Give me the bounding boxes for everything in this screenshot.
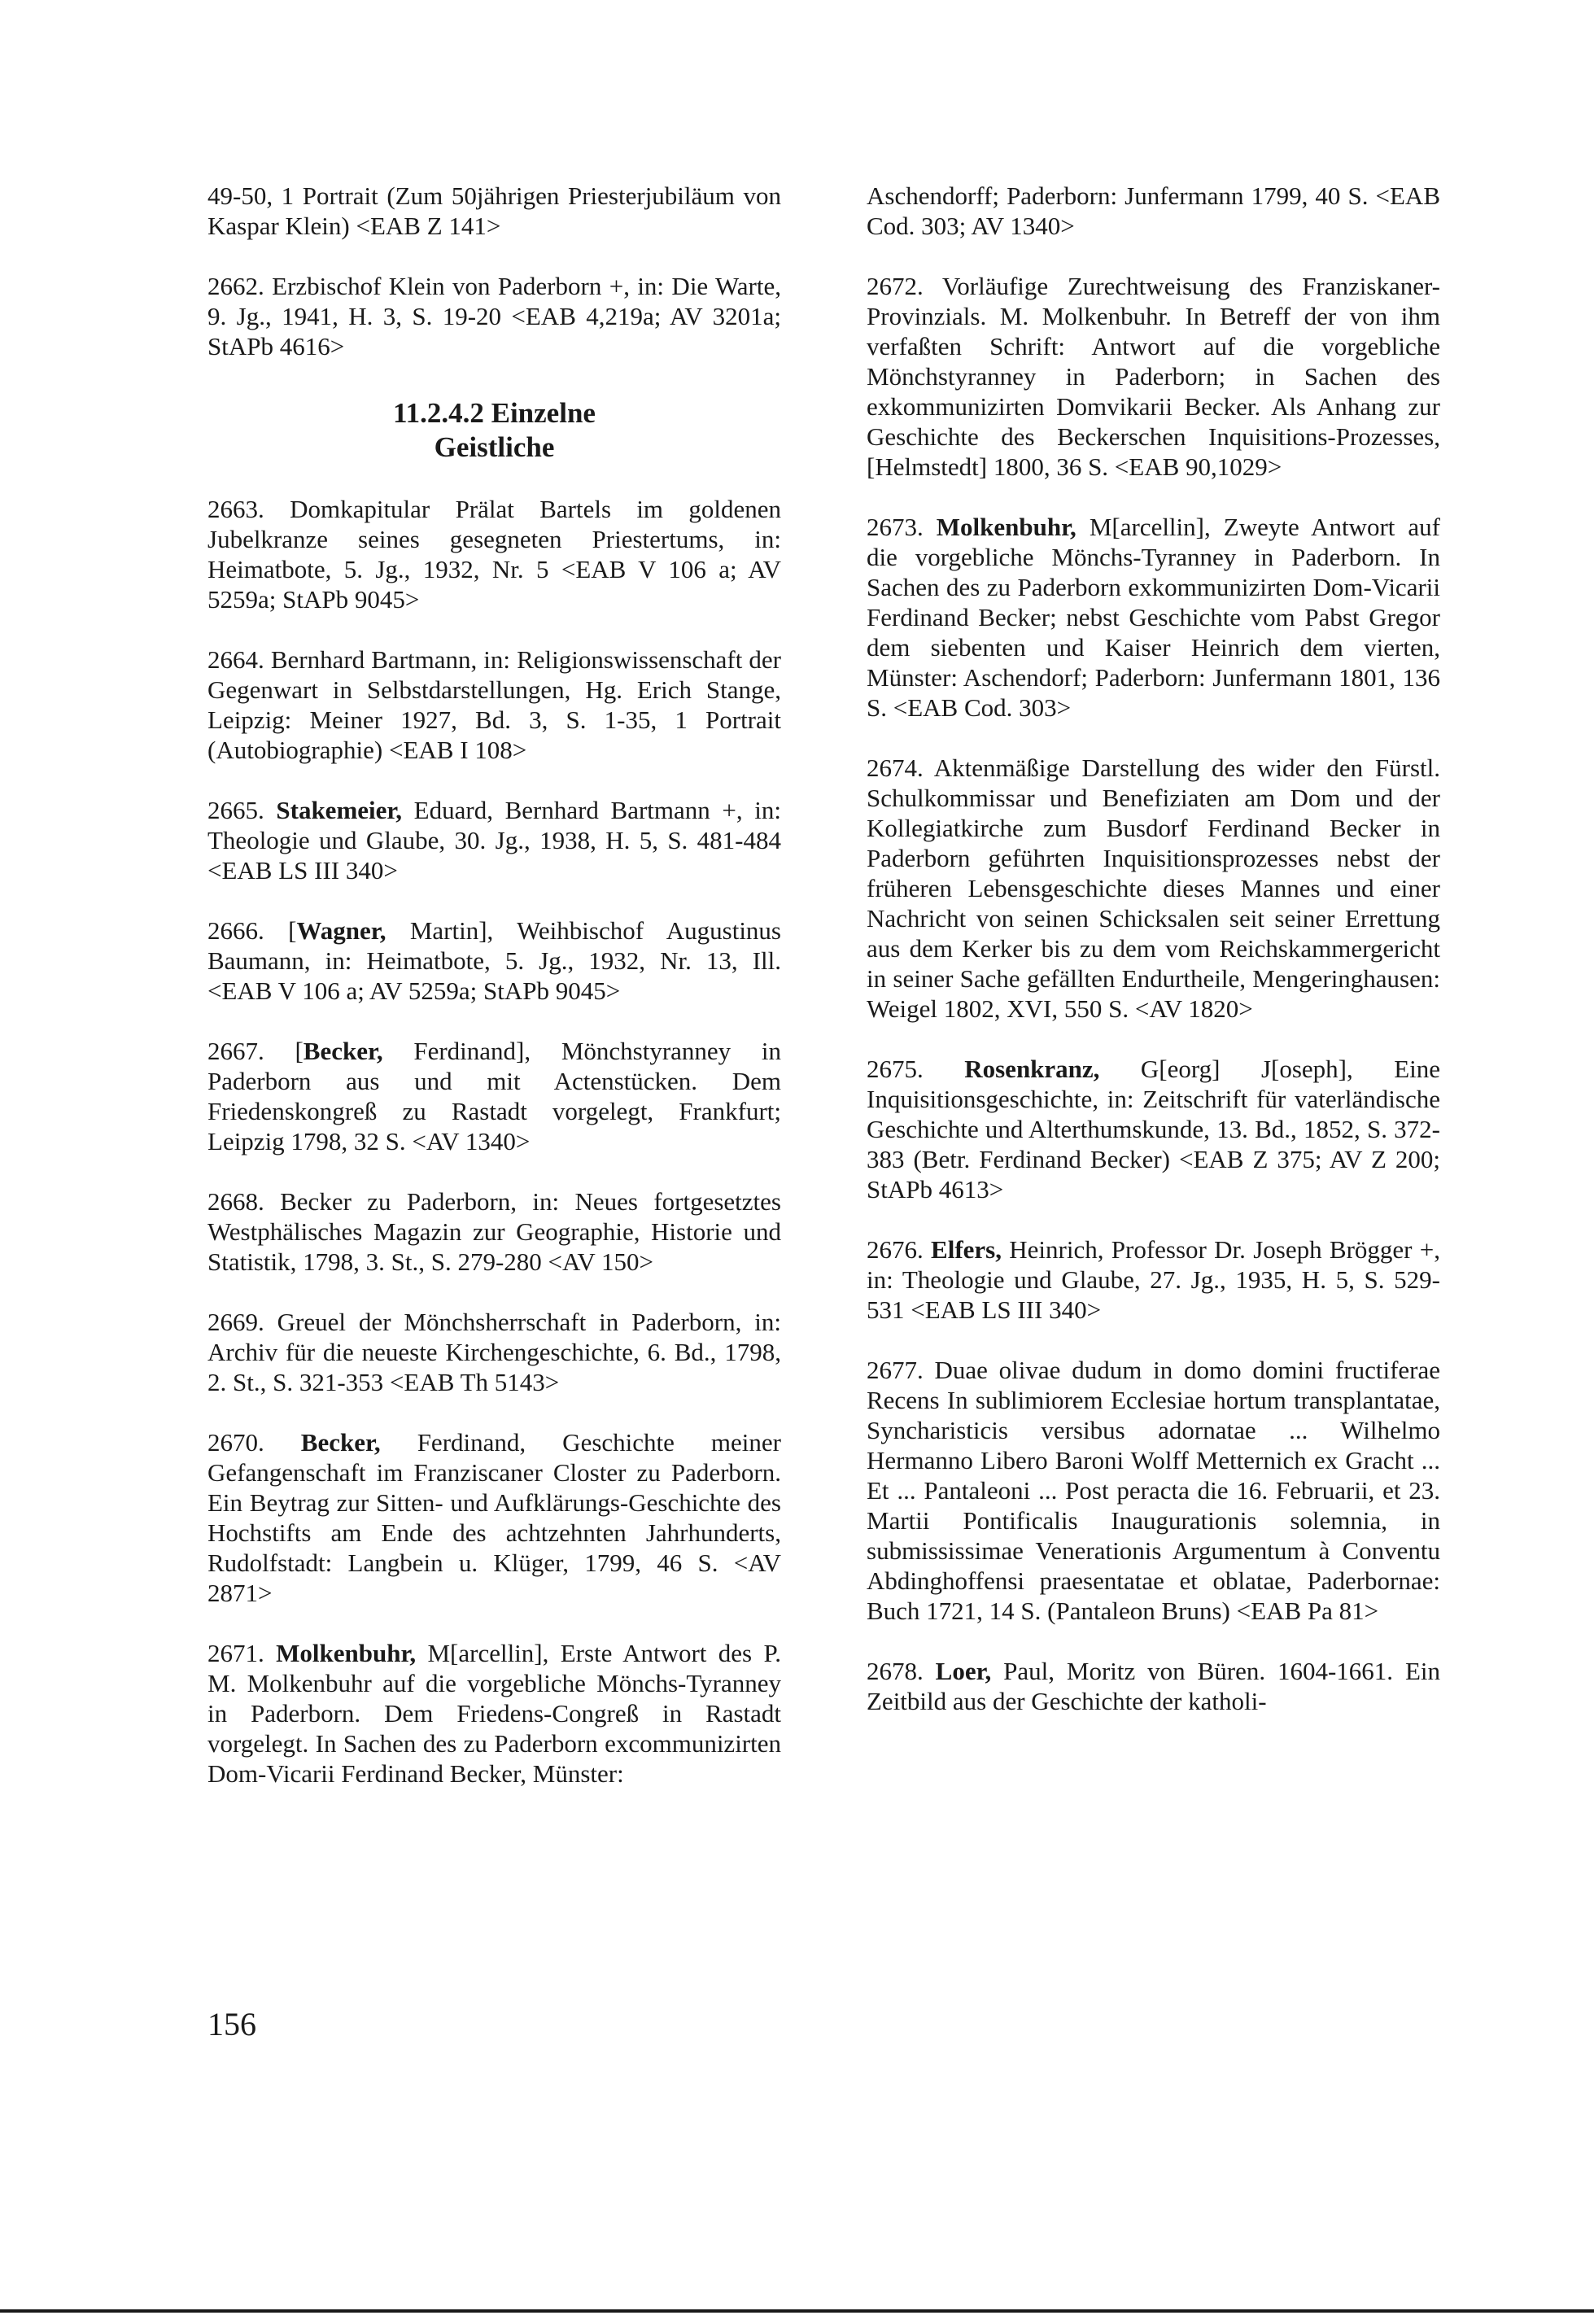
entry-author: Becker, — [300, 1428, 381, 1457]
entry-number: 2663. — [207, 495, 264, 523]
entry-text: 49-50, 1 Portrait (Zum 50jährigen Priesterjubiläum von Kaspar Klein) <EAB Z 141> — [207, 181, 781, 240]
section-heading-line: Geistliche — [434, 431, 555, 463]
entry-text: M[arcellin], Zweyte Antwort auf die vorgebliche Mönchs-Tyranney in Paderborn. In Sachen des zu Paderborn exkommunizirten Dom-Vicarii Ferdinand Becker; nebst Geschichte vom Pabst Gregor dem siebenten und Kaiser Heinrich dem vierten, Münster: Aschendorf; Paderborn: Junfermann 1801, 136 S. <EAB Cod. 303> — [867, 513, 1440, 722]
entry-author: Loer, — [935, 1657, 992, 1685]
entry-prefix — [264, 796, 277, 824]
entry-author: Stakemeier, — [276, 796, 403, 824]
entry-text: Heinrich, Professor Dr. Joseph Brögger +, in: Theologie und Glaube, 27. Jg., 1935, H. 5, S. 529-531 <EAB LS III 340> — [867, 1235, 1440, 1324]
entry-prefix — [924, 1235, 931, 1264]
bibliography-entry — [207, 1427, 781, 1608]
entry-text: Domkapitular Prälat Bartels im goldenen Jubelkranze seines gesegneten Priestertums, in: Heimatbote, 5. Jg., 1932, Nr. 5 <EAB V 106 a; AV 5259a; StAPb 9045> — [207, 495, 781, 614]
entry-number: 2672. — [867, 272, 924, 300]
entry-number: 2664. — [207, 645, 264, 674]
entry-text: Eduard, Bernhard Bartmann +, in: Theologie und Glaube, 30. Jg., 1938, H. 5, S. 481-484 <EAB LS III 340> — [207, 796, 781, 885]
entry-number: 2678. — [867, 1657, 924, 1685]
section-heading — [207, 396, 781, 465]
entry-text: Paul, Moritz von Büren. 1604-1661. Ein Zeitbild aus der Geschichte der katholi- — [867, 1657, 1441, 1715]
entry-author: Molkenbuhr, — [936, 513, 1076, 541]
entry-text: M[arcellin], Erste Antwort des P. M. Molkenbuhr auf die vorgebliche Mönchs-Tyranney in Paderborn. Dem Friedens-Congreß in Rastadt vorgelegt. In Sachen des zu Paderborn excommunizirten Dom-Vicarii Ferdinand Becker, Münster: — [207, 1639, 781, 1788]
entry-text: Vorläufige Zurechtweisung des Franziskaner-Provinzials. M. Molkenbuhr. In Betreff der von ihm verfaßten Schrift: Antwort auf die vorgebliche Mönchstyranney in Paderborn; in Sachen des exkommunizirten Domvikarii Becker. Als Anhang zur Geschichte des Beckerschen Inquisitions-Prozesses, [Helmstedt] 1800, 36 S. <EAB 90,1029> — [867, 272, 1440, 481]
bibliography-entry — [867, 1054, 1440, 1204]
entry-author: Becker, — [303, 1037, 383, 1065]
entry-number: 2677. — [867, 1356, 924, 1384]
entry-text: Greuel der Mönchsherrschaft in Paderborn, in: Archiv für die neueste Kirchengeschichte, 6. Bd., 1798, 2. St., S. 321-353 <EAB Th 5143> — [207, 1308, 781, 1396]
bibliography-entry — [207, 1186, 781, 1277]
bibliography-entry — [867, 1234, 1440, 1325]
page-number: 156 — [207, 2006, 256, 2042]
entry-number: 2662. — [207, 272, 264, 300]
entry-text: Martin], Weihbischof Augustinus Baumann, in: Heimatbote, 5. Jg., 1932, Nr. 13, Ill. <EAB V 106 a; AV 5259a; StAPb 9045> — [207, 916, 781, 1005]
bibliography-entry — [867, 181, 1440, 241]
entry-number: 2669. — [207, 1308, 264, 1336]
entry-author: Molkenbuhr, — [276, 1639, 417, 1667]
entry-number: 2675. — [867, 1055, 924, 1083]
bibliography-entry — [207, 181, 781, 241]
entry-prefix — [264, 1639, 276, 1667]
entry-prefix — [924, 1055, 964, 1083]
bibliography-entry — [207, 795, 781, 885]
entry-number: 2667. — [207, 1037, 264, 1065]
bibliography-entry — [207, 271, 781, 361]
entry-prefix — [924, 513, 937, 541]
left-column — [207, 181, 781, 1819]
entry-number: 2676. — [867, 1235, 924, 1264]
bottom-rule — [0, 2309, 1594, 2313]
entry-text: Aktenmäßige Darstellung des wider den Fürstl. Schulkommissar und Benefiziaten am Dom und der Kollegiatkirche zum Busdorf Ferdinand Becker in Paderborn geführten Inquisitionsprozesses nebst der früheren Lebensgeschichte dieses Mannes und einer Nachricht von seinen Schicksalen seit seiner Errettung aus dem Kerker bis zu dem vom Reichskammergericht in seiner Sache gefällten Endurtheile, Mengeringhausen: Weigel 1802, XVI, 550 S. <AV 1820> — [867, 754, 1440, 1023]
entry-author: Elfers, — [931, 1235, 1002, 1264]
section-heading-line: 11.2.4.2 Einzelne — [393, 397, 596, 429]
entry-author: Wagner, — [296, 916, 386, 945]
entry-prefix: [ — [264, 1037, 304, 1065]
bibliography-entry — [867, 271, 1440, 482]
bibliography-entry — [867, 1656, 1440, 1716]
entry-text: Ferdinand], Mönchstyranney in Paderborn aus und mit Actenstücken. Dem Friedenskongreß zu Rastadt vorgelegt, Frankfurt; Leipzig 1798, 32 S. <AV 1340> — [207, 1037, 781, 1155]
entry-text: Bernhard Bartmann, in: Religionswissenschaft der Gegenwart in Selbstdarstellungen, Hg. Erich Stange, Leipzig: Meiner 1927, Bd. 3, S. 1-35, 1 Portrait (Autobiographie) <EAB I 108> — [207, 645, 781, 764]
entry-number: 2671. — [207, 1639, 264, 1667]
bibliography-entry — [207, 644, 781, 765]
entry-prefix: [ — [264, 916, 297, 945]
entry-number: 2668. — [207, 1187, 264, 1216]
bibliography-entry — [867, 1355, 1440, 1626]
entry-text: G[eorg] J[oseph], Eine Inquisitionsgeschichte, in: Zeitschrift für vaterländische Geschichte und Alterthumskunde, 13. Bd., 1852, S. 372-383 (Betr. Ferdinand Becker) <EAB Z 375; AV Z 200; StAPb 4613> — [867, 1055, 1441, 1204]
right-column — [867, 181, 1440, 1746]
bibliography-entry — [867, 753, 1440, 1024]
entry-text: Ferdinand, Geschichte meiner Gefangenschaft im Franziscaner Closter zu Paderborn. Ein Beytrag zur Sitten- und Aufklärungs-Geschichte des Hochstifts am Ende des achtzehnten Jahrhunderts, Rudolfstadt: Langbein u. Klüger, 1799, 46 S. <AV 2871> — [207, 1428, 781, 1607]
entry-number: 2666. — [207, 916, 264, 945]
bibliography-entry — [207, 1036, 781, 1156]
entry-prefix — [924, 1657, 936, 1685]
bibliography-entry — [207, 494, 781, 614]
entry-number: 2674. — [867, 754, 924, 782]
bibliography-entry — [207, 1307, 781, 1397]
entry-number: 2665. — [207, 796, 264, 824]
entry-prefix — [264, 1428, 301, 1457]
entry-number: 2673. — [867, 513, 924, 541]
entry-text: Becker zu Paderborn, in: Neues fortgesetztes Westphälisches Magazin zur Geographie, Historie und Statistik, 1798, 3. St., S. 279-280 <AV 150> — [207, 1187, 781, 1276]
entry-text: Erzbischof Klein von Paderborn +, in: Die Warte, 9. Jg., 1941, H. 3, S. 19-20 <EAB 4,219a; AV 3201a; StAPb 4616> — [207, 272, 781, 360]
entry-number: 2670. — [207, 1428, 264, 1457]
bibliography-entry — [207, 1638, 781, 1789]
bibliography-entry — [867, 512, 1440, 723]
entry-author: Rosenkranz, — [964, 1055, 1100, 1083]
entry-text: Aschendorff; Paderborn: Junfermann 1799, 40 S. <EAB Cod. 303; AV 1340> — [867, 181, 1440, 240]
bibliography-entry — [207, 915, 781, 1006]
entry-text: Duae olivae dudum in domo domini fructiferae Recens In sublimiorem Ecclesiae hortum transplantatae, Syncharisticis versibus adornatae ... Wilhelmo Hermanno Libero Baroni Wolff Metternich ex Gracht ... Et ... Pantaleoni ... Post peracta die 16. Februarii, et 23. Martii Pontificalis Inaugurationis solemnia, in submississimae Venerationis Argumentum à Conventu Abdinghoffensi praesentatae et oblatae, Paderbornae: Buch 1721, 14 S. (Pantaleon Bruns) <EAB Pa 81> — [867, 1356, 1440, 1625]
